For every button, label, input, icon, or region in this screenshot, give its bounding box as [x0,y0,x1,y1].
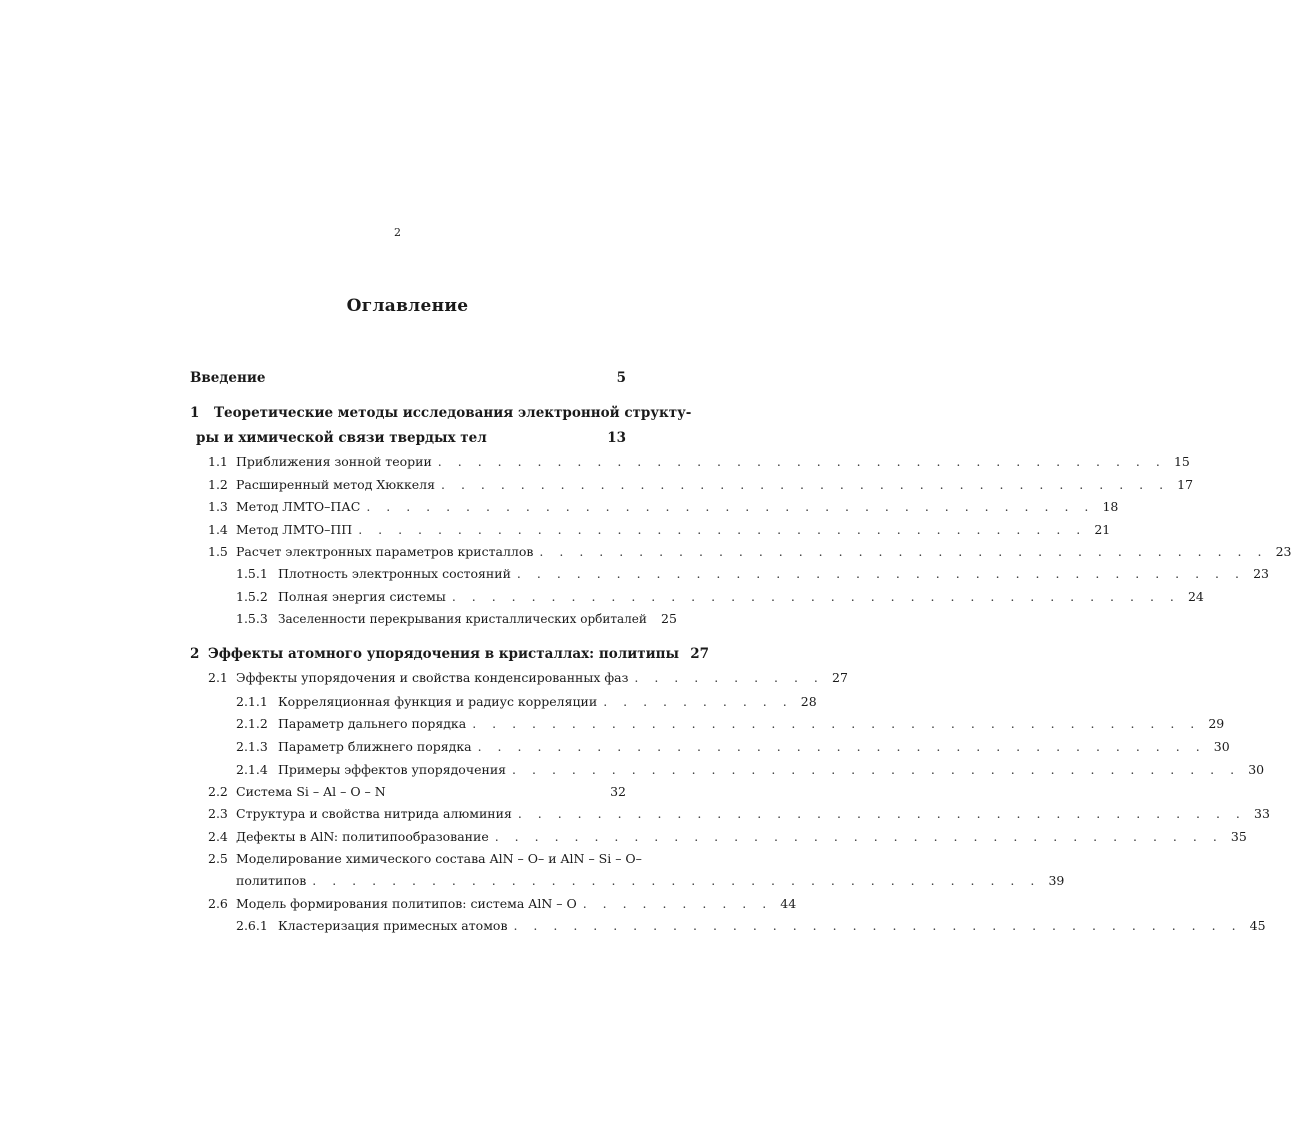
toc-entry-number: 2.1.4 [236,762,268,777]
toc-entry[interactable] [190,694,817,714]
toc-entry-page: 30 [1213,739,1230,754]
toc-entry[interactable] [190,589,1204,609]
toc-entry-page: 39 [1048,873,1065,888]
toc-chapter-title-cont: ры и химической связи твердых тел [196,430,487,446]
toc-entry-label: Моделирование химического состава AlN – O– и AlN – Si – O– [236,851,642,866]
toc-entry[interactable] [190,896,797,916]
toc-entry-page: 24 [1187,589,1204,604]
toc-entry-page: 33 [1254,806,1270,821]
toc-entry[interactable] [190,566,1269,586]
toc-entry-number: 2.6.1 [236,918,268,933]
toc-leader: . . . . . . . . . . . . . . . . . . . . . . . . . . . . . . . . . . . . . [477,739,1206,754]
toc-entry-label: Структура и свойства нитрида алюминия [236,806,512,821]
toc-chapter-page: 27 [690,646,710,662]
toc-chapter-number: 2 [190,646,200,662]
toc-leader: . . . . . . . . . . . . . . . . . . . . . . . . . . . . . . . . . . . . . [472,716,1201,731]
toc-entry[interactable] [190,544,1291,564]
toc-entry[interactable] [190,499,1119,519]
toc-entry-continuation[interactable] [190,873,1065,893]
toc-entry-label: Расширенный метод Хюккеля [236,477,435,492]
toc-entry-number: 1.3 [208,499,228,514]
toc-entry-number: 1.5 [208,544,228,559]
toc-leader: . . . . . . . . . . [603,694,793,709]
toc-entry[interactable] [190,739,1230,759]
toc-entry[interactable] [190,611,677,631]
toc-entry-number: 2.6 [208,896,228,911]
toc-leader: . . . . . . . . . . . . . . . . . . . . . . . . . . . . . . . . . . . . . [494,829,1223,844]
toc-entry-page: 23 [1275,544,1291,559]
toc-entry-intro[interactable] [190,370,626,390]
toc-entry[interactable] [190,784,626,804]
toc-entry-number: 2.2 [208,784,228,799]
toc-entry-number: 1.4 [208,522,228,537]
toc-entry[interactable] [190,477,1194,497]
toc-entry-page: 35 [1230,829,1247,844]
toc-leader: . . . . . . . . . . . . . . . . . . . . . . . . . . . . . . . . . . . . . [437,454,1166,469]
toc-title: Оглавление [346,296,469,316]
toc-entry-page: 45 [1249,918,1266,933]
toc-chapter-title: Эффекты атомного упорядочения в кристаллах: политипы [208,646,680,662]
toc-chapter-title: Теоретические методы исследования электронной структу- [214,405,692,421]
page-number: 2 [394,226,401,239]
toc-leader: . . . . . . . . . . . . . . . . . . . . . . . . . . . . . . . . . . . . . [451,589,1180,604]
toc-entry-label: Полная энергия системы [278,589,446,604]
toc-entry-page: 17 [1177,477,1194,492]
toc-entry-label: Параметр ближнего порядка [278,739,472,754]
toc-leader: . . . . . . . . . . . . . . . . . . . . . . . . . . . . . . . . . . . . . [513,918,1242,933]
toc-entry-label: Примеры эффектов упорядочения [278,762,507,777]
toc-entry-number: 1.5.1 [236,566,268,581]
toc-entry-page: 27 [832,670,848,685]
toc-leader: . . . . . . . . . . . . . . . . . . . . . . . . . . . . . . . . . . . . . [441,477,1170,492]
toc-entry-label: Расчет электронных параметров кристаллов [236,544,534,559]
toc-entry[interactable] [190,522,1111,542]
toc-leader: . . . . . . . . . . [634,670,824,685]
toc-entry-label: Кластеризация примесных атомов [278,918,508,933]
toc-entry-label: Модель формирования политипов: система AlN – O [236,896,577,911]
toc-entry-label: Дефекты в AlN: политипообразование [236,829,489,844]
toc-entry-label: Плотность электронных состояний [278,566,511,581]
toc-leader: . . . . . . . . . . . . . . . . . . . . . . . . . . . . . . . . . . . . . [358,522,1087,537]
toc-entry[interactable] [190,806,1270,826]
toc-entry-page: 18 [1102,499,1119,514]
toc-entry[interactable] [190,829,1247,849]
toc-entry-label: Метод ЛМТО–ПАС [236,499,361,514]
toc-entry-page: 29 [1208,716,1225,731]
toc-entry-page: 44 [780,896,797,911]
toc-entry-page: 30 [1248,762,1265,777]
toc-entry-page: 5 [616,370,626,386]
toc-entry-number: 1.1 [208,454,228,469]
toc-entry-number: 2.4 [208,829,228,844]
toc-chapter-1-line1[interactable] [190,405,692,425]
toc-entry-label: Параметр дальнего порядка [278,716,467,731]
toc-entry-label: Эффекты упорядочения и свойства конденсированных фаз [236,670,629,685]
toc-entry-label: Заселенности перекрывания кристаллических орбиталей [278,612,647,626]
toc-chapter-1-line2[interactable] [190,430,626,450]
toc-entry[interactable] [190,762,1265,782]
toc-chapter-2[interactable] [190,646,710,666]
toc-entry-number: 2.3 [208,806,228,821]
toc-entry-page: 21 [1094,522,1111,537]
toc-leader: . . . . . . . . . . . . . . . . . . . . . . . . . . . . . . . . . . . . . [516,566,1245,581]
toc-entry-number: 2.1 [208,670,228,685]
toc-entry-page: 25 [661,611,677,626]
toc-entry[interactable] [190,670,848,690]
toc-entry-label: Приближения зонной теории [236,454,432,469]
toc-entry-page: 28 [800,694,817,709]
toc-entry-label: политипов [236,873,307,888]
toc-entry-label: Введение [190,370,266,386]
toc-entry-number: 2.1.1 [236,694,268,709]
toc-chapter-number: 1 [190,405,200,421]
toc-entry[interactable] [190,454,1190,474]
toc-leader: . . . . . . . . . . . . . . . . . . . . . . . . . . . . . . . . . . . . . [312,873,1041,888]
toc-entry[interactable] [190,716,1225,736]
toc-entry[interactable] [190,851,642,871]
toc-leader: . . . . . . . . . . . . . . . . . . . . . . . . . . . . . . . . . . . . . [539,544,1268,559]
toc-leader: . . . . . . . . . . . . . . . . . . . . . . . . . . . . . . . . . . . . . [512,762,1241,777]
toc-entry-label: Корреляционная функция и радиус корреляции [278,694,598,709]
toc-entry-number: 1.5.2 [236,589,268,604]
toc-chapter-page: 13 [607,430,626,446]
toc-leader: . . . . . . . . . . . . . . . . . . . . . . . . . . . . . . . . . . . . . [366,499,1095,514]
toc-entry-label: Метод ЛМТО–ПП [236,522,353,537]
toc-entry-number: 2.1.3 [236,739,268,754]
toc-entry-page: 23 [1253,566,1269,581]
toc-leader: . . . . . . . . . . [582,896,773,911]
toc-entry-page: 32 [610,784,626,799]
toc-entry-number: 1.2 [208,477,228,492]
toc-entry[interactable] [190,918,1266,938]
toc-leader: . . . . . . . . . . . . . . . . . . . . . . . . . . . . . . . . . . . . . [517,806,1246,821]
toc-entry-number: 1.5.3 [236,611,268,626]
toc-entry-number: 2.1.2 [236,716,268,731]
toc-entry-number: 2.5 [208,851,228,866]
toc-entry-page: 15 [1173,454,1190,469]
toc-entry-label: Система Si – Al – O – N [236,784,386,799]
